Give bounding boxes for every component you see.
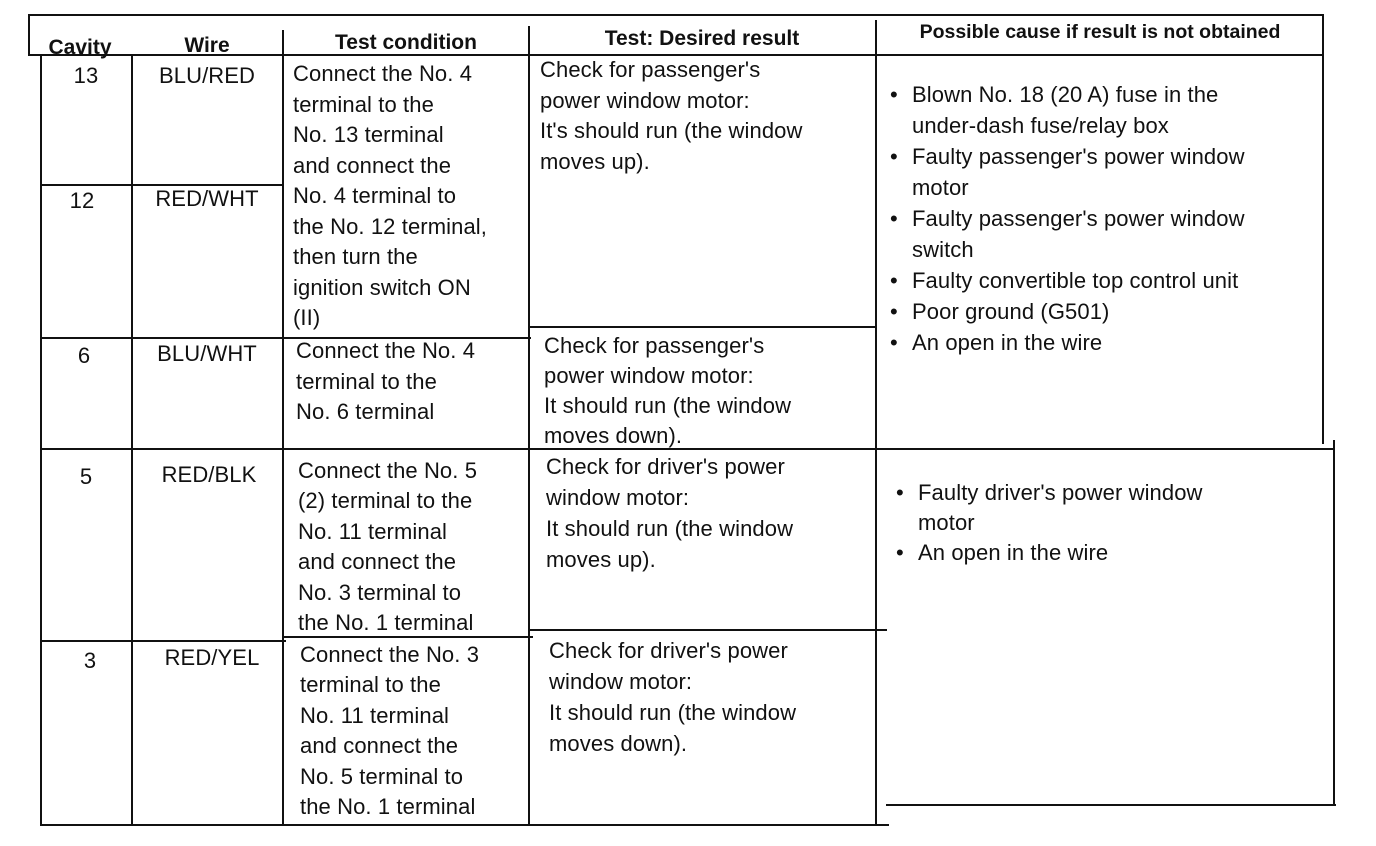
test-condition-3: Connect the No. 3 terminal to the No. 11 terminal and connect the No. 5 terminal to the No. 1 terminal — [300, 642, 480, 820]
test-condition-5: Connect the No. 5 (2) terminal to the No. 11 terminal and connect the No. 3 terminal to the No. 1 terminal — [298, 458, 478, 636]
wire-6: BLU/WHT — [157, 341, 257, 366]
cause-item: • Faulty passenger's power window motor — [886, 141, 1326, 203]
header-wire: Wire — [184, 34, 230, 57]
table-top-border — [28, 14, 1324, 16]
header-possible-cause: Possible cause if result is not obtained — [919, 21, 1281, 43]
left-border — [40, 55, 42, 826]
cause-item: • An open in the wire — [886, 327, 1326, 358]
test-condition-6: Connect the No. 4 terminal to the No. 6 terminal — [296, 338, 476, 424]
cavity-3: 3 — [83, 648, 97, 673]
cavity-12: 12 — [69, 188, 95, 213]
cavity-wire-divider — [131, 55, 133, 826]
wire-5: RED/BLK — [161, 462, 257, 487]
desired-result-6: Check for passenger's power window motor: It should run (the window moves down). — [544, 333, 792, 448]
cause-item: • Faulty convertible top control unit — [886, 265, 1326, 296]
desired-result-3: Check for driver's power window motor: It should run (the window moves down). — [549, 638, 797, 756]
right-border-lower — [1333, 440, 1335, 806]
header-test-condition: Test condition — [335, 31, 477, 54]
possible-causes-driver — [892, 448, 1332, 598]
header-cavity: Cavity — [48, 36, 112, 59]
cause-item: • Faulty passenger's power window switch — [886, 203, 1326, 265]
result-divider-12-6 — [529, 326, 877, 328]
wire-13: BLU/RED — [158, 63, 256, 88]
cause-item: • Blown No. 18 (20 A) fuse in the under-dash fuse/relay box — [886, 79, 1326, 141]
wire-12: RED/WHT — [155, 186, 259, 211]
row-divider-5-3 — [41, 640, 286, 642]
wire-3: RED/YEL — [164, 645, 260, 670]
test-condition-13-12: Connect the No. 4 terminal to the No. 13 terminal and connect the No. 4 terminal to the No. 12 terminal, then turn the ignition switch ON (II) — [293, 61, 487, 330]
cavity-5: 5 — [79, 464, 93, 489]
desired-result-13-12: Check for passenger's power window motor: It's should run (the window moves up). — [540, 57, 803, 174]
possible-causes-passenger — [886, 48, 1326, 389]
cause-item: • Faulty driver's power window motor — [892, 478, 1332, 538]
result-divider-5-3 — [529, 629, 887, 631]
cavity-13: 13 — [73, 63, 99, 88]
cause-item: • Poor ground (G501) — [886, 296, 1326, 327]
wire-condition-divider — [282, 30, 284, 826]
cavity-6: 6 — [77, 343, 91, 368]
cause-item: • An open in the wire — [892, 538, 1332, 568]
table-bottom-border — [41, 824, 889, 826]
desired-result-5: Check for driver's power window motor: It should run (the window moves up). — [546, 454, 794, 572]
header-desired-result: Test: Desired result — [604, 27, 800, 50]
header-left-border — [28, 14, 30, 56]
table-bottom-border-right — [886, 804, 1336, 806]
